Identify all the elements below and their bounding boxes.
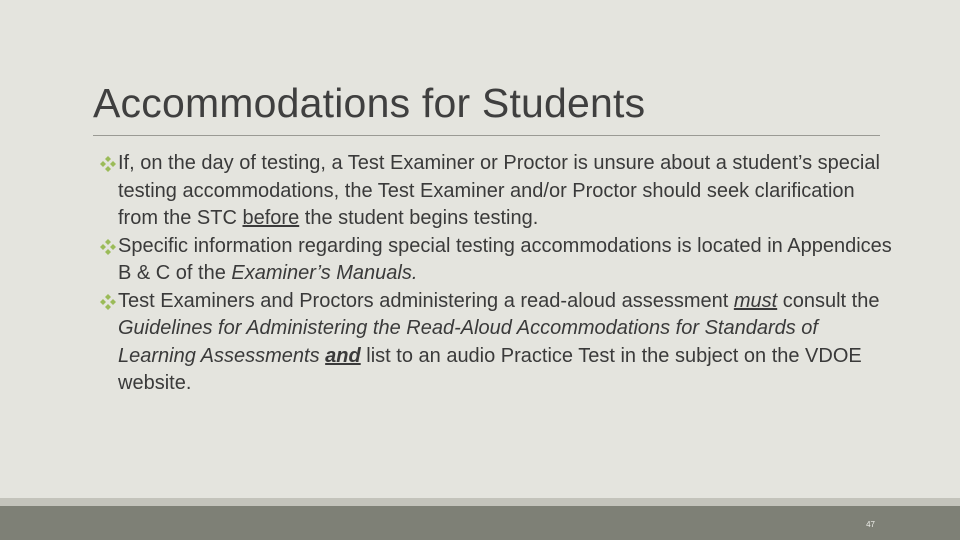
manual-title: Examiner’s Manuals. (231, 262, 418, 284)
title-divider (93, 135, 880, 136)
bullet-text: If, on the day of testing, a Test Examiner or Proctor is unsure about a student’s special testing accommodations, the Test Examiner and/or Proctor should seek clarification from the STC (118, 152, 880, 229)
footer-bar (0, 506, 960, 540)
footer-accent-band (0, 498, 960, 506)
emphasis-and: and (325, 344, 361, 367)
page-number: 47 (866, 520, 875, 529)
guidelines-title: Guidelines for Administering the Read-Aloud Accommodations for Standards of Learning Assessments (118, 317, 818, 367)
four-diamond-bullet-icon (100, 294, 116, 310)
bullet-list (100, 150, 900, 398)
bullet-item-1 (100, 150, 900, 233)
bullet-text: list to an audio Practice Test in the subject on the VDOE website. (118, 344, 862, 394)
bullet-item-3 (100, 288, 900, 398)
bullet-text: Test Examiners and Proctors administering a read-aloud assessment (118, 289, 734, 312)
bullet-text: consult the (777, 289, 880, 312)
four-diamond-bullet-icon (100, 156, 116, 172)
slide-title: Accommodations for Students (93, 80, 646, 126)
emphasis-must: must (733, 289, 778, 312)
bullet-text: Specific information regarding special testing accommodations is located in Appendices B & C of the (118, 234, 892, 284)
emphasis-before: before (242, 207, 300, 229)
bullet-item-2 (100, 233, 900, 288)
four-diamond-bullet-icon (100, 239, 116, 255)
bullet-text: the student begins testing. (299, 207, 539, 229)
